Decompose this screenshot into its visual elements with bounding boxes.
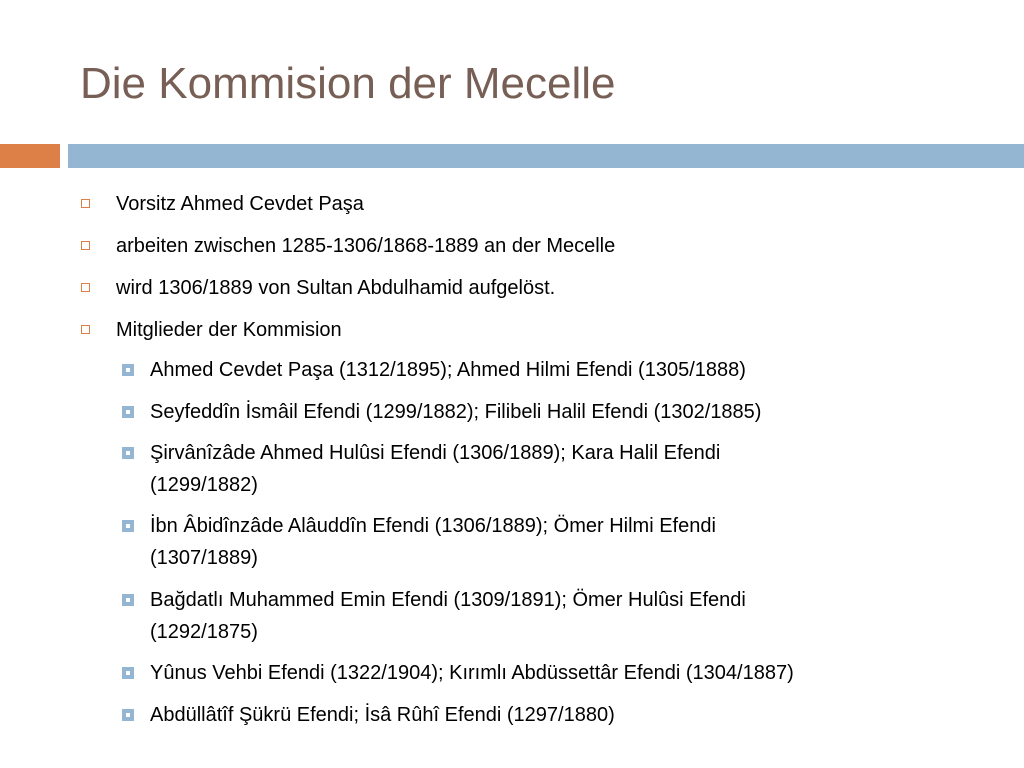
blue-square-bullet-icon (122, 594, 134, 606)
bullet-text: Vorsitz Ahmed Cevdet Paşa (116, 193, 364, 215)
member-item (150, 584, 746, 616)
blue-square-bullet-icon (122, 364, 134, 376)
member-text: (1299/1882) (150, 474, 258, 496)
member-item (150, 396, 761, 428)
member-item-continuation (150, 469, 258, 501)
member-item (150, 657, 794, 689)
member-text: Abdüllâtîf Şükrü Efendi; İsâ Rûhî Efendi (1297/1880) (150, 704, 615, 726)
member-text: İbn Âbidînzâde Alâuddîn Efendi (1306/1889); Ömer Hilmi Efendi (150, 515, 716, 537)
member-text: Bağdatlı Muhammed Emin Efendi (1309/1891); Ömer Hulûsi Efendi (150, 589, 746, 611)
bullet-item (116, 230, 615, 262)
member-text: (1292/1875) (150, 621, 258, 643)
blue-square-bullet-icon (122, 709, 134, 721)
blue-square-bullet-icon (122, 667, 134, 679)
member-item (150, 510, 716, 542)
member-text: Seyfeddîn İsmâil Efendi (1299/1882); Filibeli Halil Efendi (1302/1885) (150, 401, 762, 423)
blue-square-bullet-icon (122, 447, 134, 459)
member-item (150, 699, 615, 731)
bullet-item (116, 314, 342, 346)
member-text: Şirvânîzâde Ahmed Hulûsi Efendi (1306/1889); Kara Halil Efendi (150, 442, 721, 464)
slide-title: Die Kommision der Mecelle (80, 59, 616, 108)
member-item-continuation (150, 616, 258, 648)
bullet-item (116, 272, 555, 304)
bullet-text: arbeiten zwischen 1285-1306/1868-1889 an der Mecelle (116, 235, 616, 257)
blue-square-bullet-icon (122, 520, 134, 532)
bullet-item (116, 188, 364, 220)
member-text: Yûnus Vehbi Efendi (1322/1904); Kırımlı Abdüssettâr Efendi (1304/1887) (150, 662, 794, 684)
hollow-square-bullet-icon (81, 241, 90, 250)
blue-square-bullet-icon (122, 406, 134, 418)
member-text: Ahmed Cevdet Paşa (1312/1895); Ahmed Hilmi Efendi (1305/1888) (150, 359, 746, 381)
bullet-text: wird 1306/1889 von Sultan Abdulhamid aufgelöst. (116, 277, 556, 299)
hollow-square-bullet-icon (81, 199, 90, 208)
hollow-square-bullet-icon (81, 325, 90, 334)
member-text: (1307/1889) (150, 547, 258, 569)
bullet-text: Mitglieder der Kommision (116, 319, 342, 341)
member-item (150, 354, 746, 386)
member-item-continuation (150, 542, 258, 574)
member-item (150, 437, 720, 469)
hollow-square-bullet-icon (81, 283, 90, 292)
